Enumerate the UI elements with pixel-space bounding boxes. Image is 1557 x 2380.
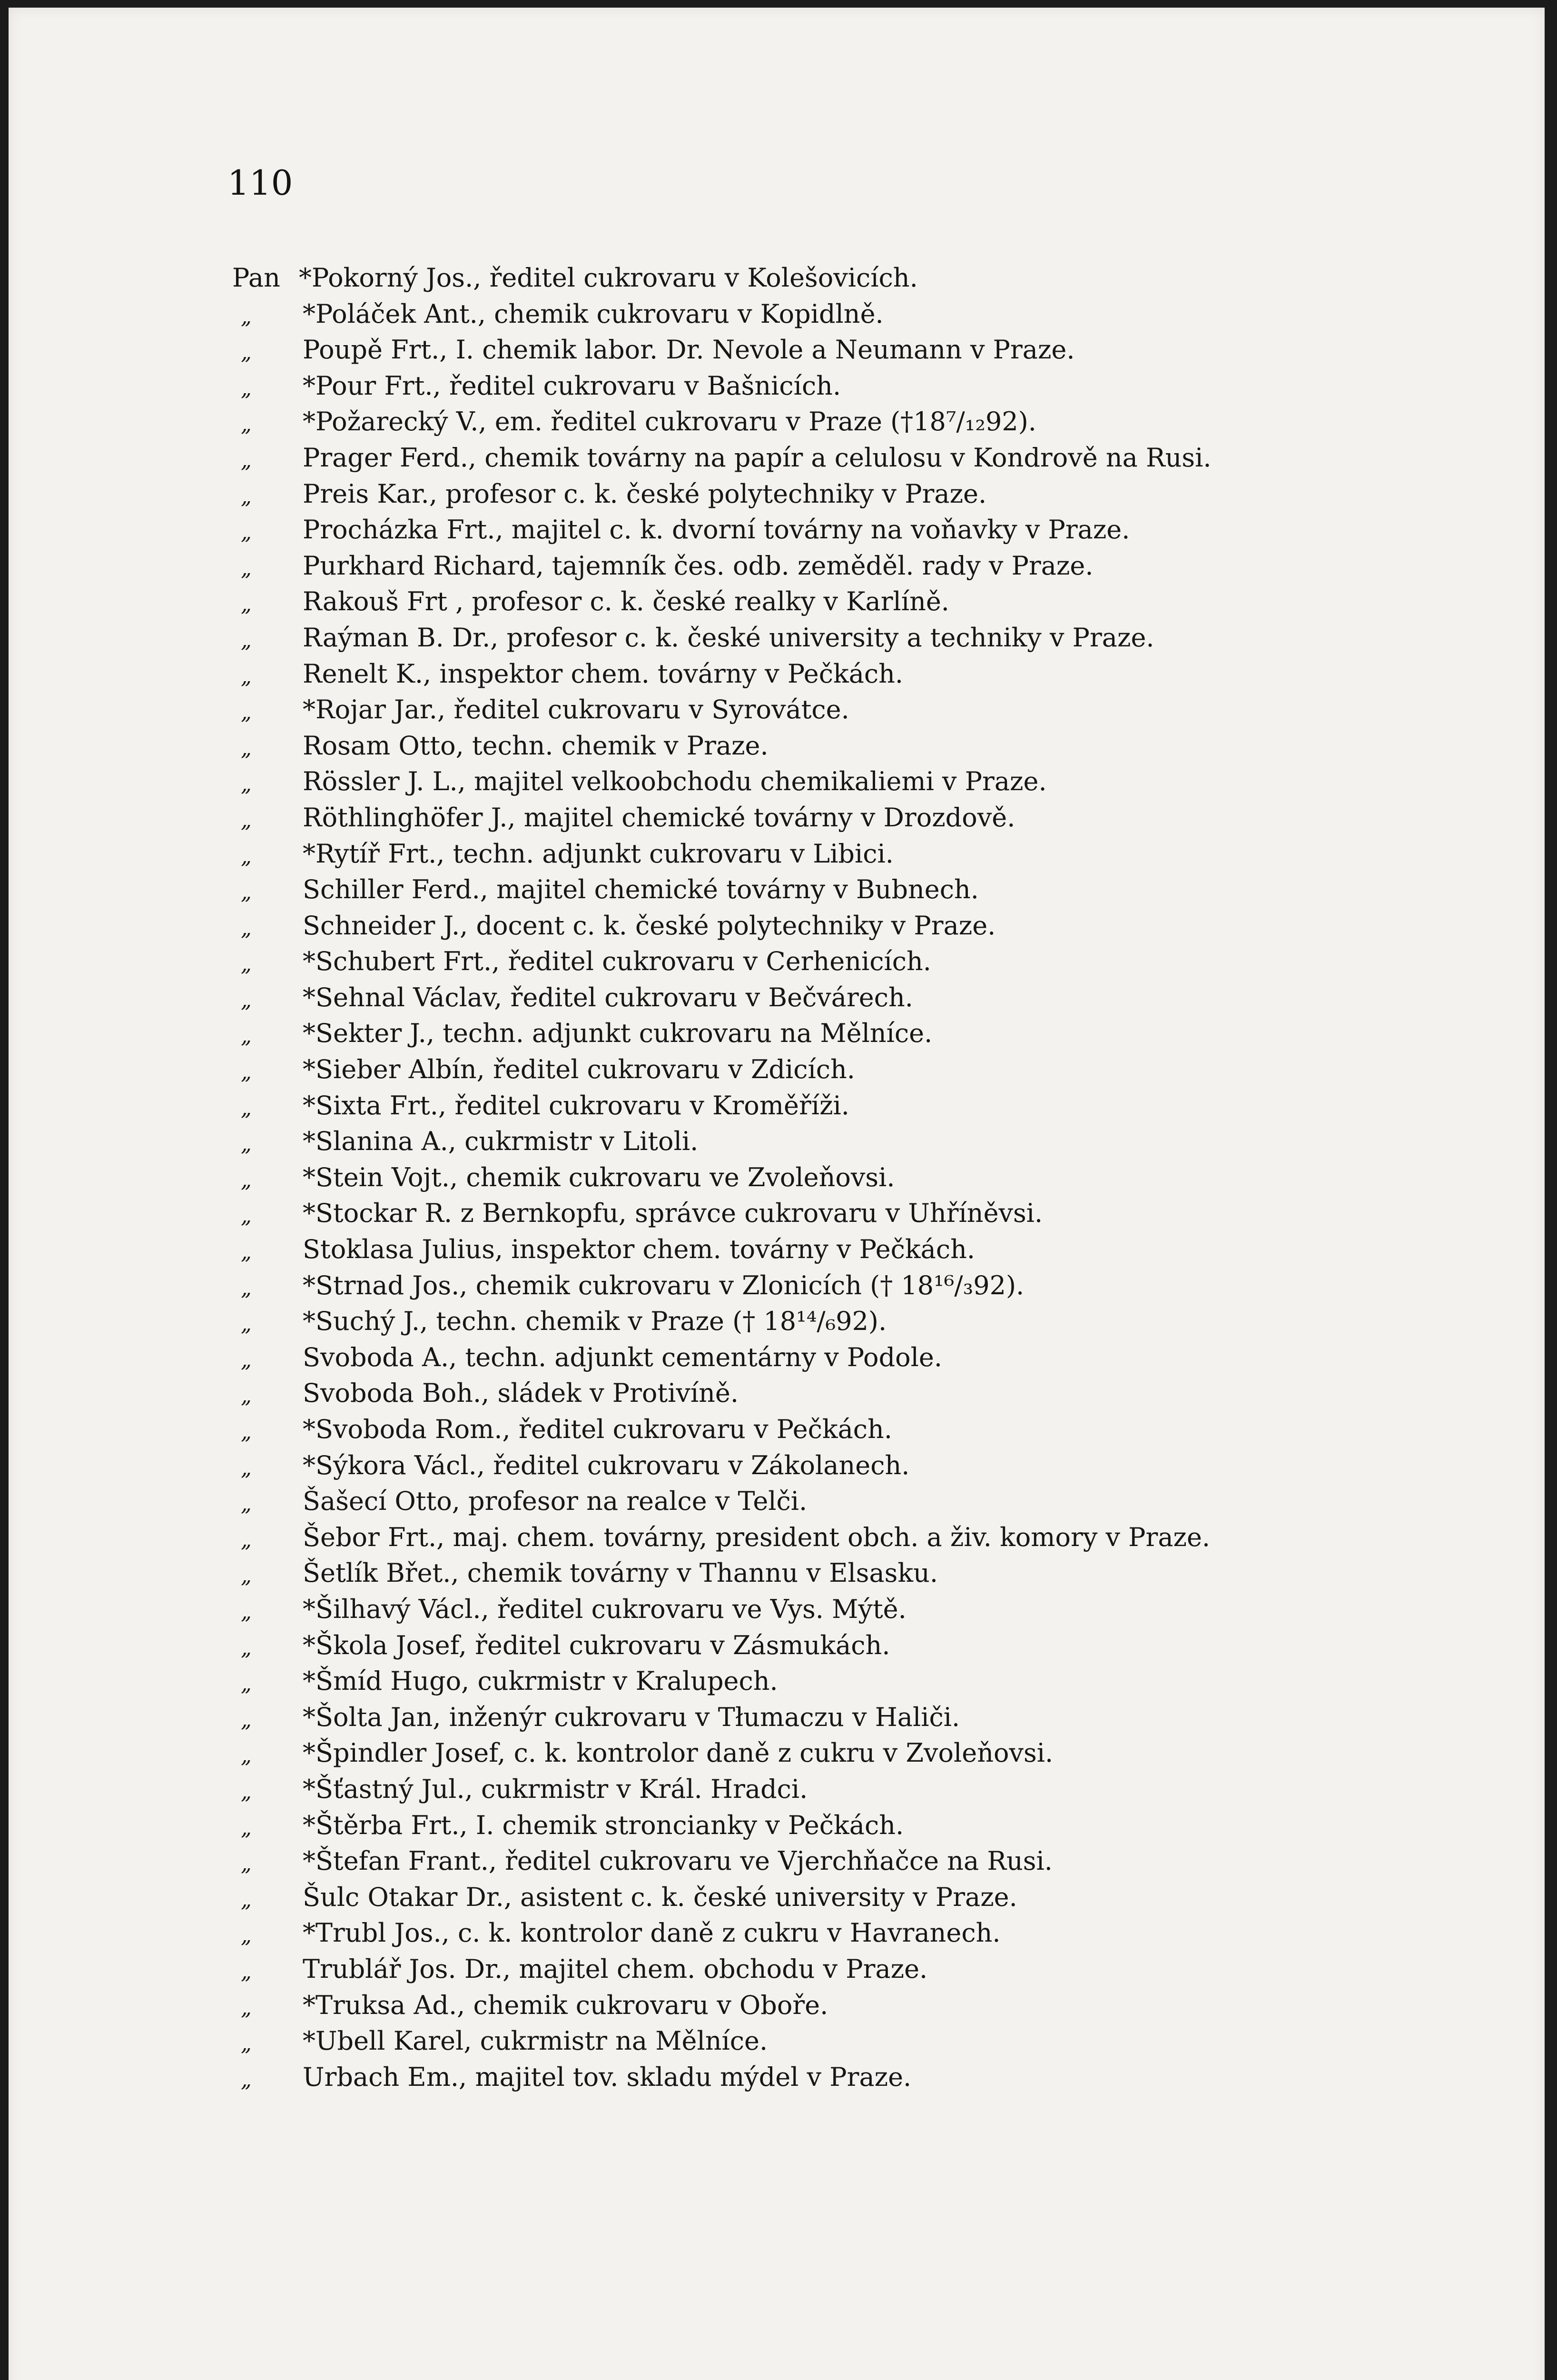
entry-text: *Sehnal Václav, ředitel cukrovaru v Bečvárech. <box>303 982 913 1012</box>
ditto-mark: „ <box>241 1420 252 1444</box>
ditto-mark: „ <box>241 1204 252 1229</box>
list-item <box>232 1555 1517 1591</box>
ditto-mark: „ <box>241 1527 252 1552</box>
ditto-mark: „ <box>241 1168 252 1192</box>
list-item <box>232 692 1517 728</box>
ditto-mark: „ <box>241 736 252 761</box>
entry-text: Rössler J. L., majitel velkoobchodu chemikaliemi v Praze. <box>303 766 1047 797</box>
entry-text: Poupě Frt., I. chemik labor. Dr. Nevole a Neumann v Praze. <box>303 335 1075 365</box>
ditto-mark: „ <box>241 1096 252 1121</box>
ditto-mark: „ <box>241 1384 252 1408</box>
entry-text: *Svoboda Rom., ředitel cukrovaru v Pečkách. <box>303 1414 892 1444</box>
list-item <box>232 620 1517 656</box>
entry-text: *Rytíř Frt., techn. adjunkt cukrovaru v Libici. <box>303 838 894 869</box>
ditto-mark: „ <box>241 1815 252 1840</box>
entry-text: *Sýkora Václ., ředitel cukrovaru v Zákolanech. <box>303 1450 910 1480</box>
ditto-mark: „ <box>241 844 252 869</box>
list-item <box>232 1483 1517 1519</box>
ditto-mark: „ <box>241 1276 252 1300</box>
entry-text: *Rojar Jar., ředitel cukrovaru v Syrovátce. <box>303 694 849 725</box>
ditto-mark: „ <box>241 1492 252 1517</box>
list-item <box>232 296 1517 332</box>
list-item <box>232 836 1517 872</box>
ditto-mark: „ <box>241 304 252 329</box>
list-item <box>232 1195 1517 1231</box>
entry-text: *Požarecký V., em. ředitel cukrovaru v Praze (†18⁷/₁₂92). <box>303 407 1036 437</box>
ditto-mark: „ <box>241 484 252 509</box>
ditto-mark: „ <box>241 772 252 797</box>
entry-text: Trublář Jos. Dr., majitel chem. obchodu v Praze. <box>303 1954 928 1984</box>
list-item <box>232 1987 1517 2023</box>
ditto-mark: „ <box>241 1995 252 2020</box>
ditto-mark: „ <box>241 1779 252 1804</box>
ditto-mark: „ <box>241 340 252 365</box>
ditto-mark: „ <box>241 1924 252 1948</box>
ditto-mark: „ <box>241 952 252 977</box>
list-item <box>232 1303 1517 1339</box>
list-item <box>232 1123 1517 1160</box>
ditto-mark: „ <box>241 880 252 905</box>
list-item <box>232 1375 1517 1411</box>
ditto-mark: „ <box>241 700 252 725</box>
list-item <box>232 440 1517 476</box>
list-item <box>232 2059 1517 2095</box>
salutation: Pan <box>232 263 280 293</box>
entry-text: *Šmíd Hugo, cukrmistr v Kralupech. <box>303 1666 778 1696</box>
list-item <box>232 476 1517 512</box>
list-item <box>232 368 1517 404</box>
ditto-mark: „ <box>241 376 252 401</box>
list-item <box>232 1771 1517 1807</box>
list-item <box>232 1879 1517 1915</box>
entry-text: *Trubl Jos., c. k. kontrolor daně z cukru v Havranech. <box>303 1918 1001 1948</box>
ditto-mark: „ <box>241 1312 252 1337</box>
list-item <box>232 1051 1517 1088</box>
ditto-mark: „ <box>241 1599 252 1624</box>
ditto-mark: „ <box>241 2067 252 2092</box>
book-page <box>9 8 1545 2380</box>
entry-text: *Škola Josef, ředitel cukrovaru v Zásmukách. <box>303 1630 890 1660</box>
list-item <box>232 512 1517 548</box>
ditto-mark: „ <box>241 1456 252 1480</box>
list-item <box>232 548 1517 584</box>
ditto-mark: „ <box>241 1024 252 1049</box>
entry-text: Svoboda A., techn. adjunkt cementárny v Podole. <box>303 1342 943 1372</box>
entry-text: Urbach Em., majitel tov. skladu mýdel v Praze. <box>303 2062 912 2092</box>
ditto-mark: „ <box>241 916 252 941</box>
entry-text: *Stein Vojt., chemik cukrovaru ve Zvoleňovsi. <box>303 1162 895 1192</box>
entry-text: *Šilhavý Václ., ředitel cukrovaru ve Vys. Mýtě. <box>303 1594 907 1624</box>
list-item <box>232 260 1517 296</box>
list-item <box>232 943 1517 980</box>
entry-text: *Stockar R. z Bernkopfu, správce cukrovaru v Uhříněvsi. <box>303 1198 1043 1229</box>
ditto-mark: „ <box>241 1744 252 1768</box>
entry-text: *Sixta Frt., ředitel cukrovaru v Kroměříži. <box>303 1090 849 1121</box>
entry-text: Renelt K., inspektor chem. továrny v Pečkách. <box>303 658 904 689</box>
list-item <box>232 1627 1517 1664</box>
list-item <box>232 1519 1517 1556</box>
entry-text: Preis Kar., profesor c. k. české polytechniky v Praze. <box>303 478 987 509</box>
list-item <box>232 764 1517 800</box>
ditto-mark: „ <box>241 2032 252 2056</box>
ditto-mark: „ <box>241 1887 252 1912</box>
entry-text: *Pokorný Jos., ředitel cukrovaru v Kolešovicích. <box>299 263 918 293</box>
ditto-mark: „ <box>241 1132 252 1157</box>
list-item <box>232 1411 1517 1448</box>
entry-text: *Strnad Jos., chemik cukrovaru v Zlonicích († 18¹⁶/₃92). <box>303 1270 1025 1300</box>
list-item <box>232 1843 1517 1879</box>
list-item <box>232 872 1517 908</box>
entry-text: Schneider J., docent c. k. české polytechniky v Praze. <box>303 910 996 941</box>
list-item <box>232 1951 1517 1987</box>
entry-text: Rakouš Frt , profesor c. k. české realky v Karlíně. <box>303 586 949 617</box>
list-item <box>232 980 1517 1016</box>
entry-text: *Štefan Frant., ředitel cukrovaru ve Vjerchňačce na Rusi. <box>303 1846 1053 1876</box>
list-item <box>232 1915 1517 1951</box>
list-item <box>232 1663 1517 1699</box>
entry-text: Stoklasa Julius, inspektor chem. továrny v Pečkách. <box>303 1234 976 1265</box>
entry-text: *Šťastný Jul., cukrmistr v Král. Hradci. <box>303 1774 808 1804</box>
list-item <box>232 1339 1517 1376</box>
ditto-mark: „ <box>241 1636 252 1660</box>
entry-text: Šašecí Otto, profesor na realce v Telči. <box>303 1486 808 1517</box>
ditto-mark: „ <box>241 1852 252 1876</box>
entry-text: Prager Ferd., chemik továrny na papír a celulosu v Kondrově na Rusi. <box>303 442 1212 473</box>
list-item <box>232 1448 1517 1484</box>
entry-text: *Šolta Jan, inženýr cukrovaru v Tłumaczu v Haliči. <box>303 1702 960 1732</box>
ditto-mark: „ <box>241 1959 252 1984</box>
entry-text: *Truksa Ad., chemik cukrovaru v Oboře. <box>303 1990 828 2020</box>
list-item <box>232 584 1517 620</box>
ditto-mark: „ <box>241 520 252 545</box>
list-item <box>232 800 1517 836</box>
ditto-mark: „ <box>241 556 252 581</box>
ditto-mark: „ <box>241 412 252 437</box>
list-item <box>232 656 1517 692</box>
ditto-mark: „ <box>241 1564 252 1588</box>
entry-text: *Sieber Albín, ředitel cukrovaru v Zdicích. <box>303 1054 855 1085</box>
list-item <box>232 2023 1517 2059</box>
entry-text: *Slanina A., cukrmistr v Litoli. <box>303 1126 699 1157</box>
entry-text: *Sekter J., techn. adjunkt cukrovaru na Mělníce. <box>303 1018 933 1049</box>
entry-text: Raýman B. Dr., profesor c. k. české university a techniky v Praze. <box>303 622 1154 653</box>
entry-text: Procházka Frt., majitel c. k. dvorní továrny na voňavky v Praze. <box>303 515 1130 545</box>
list-item <box>232 1735 1517 1771</box>
ditto-mark: „ <box>241 1348 252 1372</box>
list-item <box>232 1807 1517 1844</box>
ditto-mark: „ <box>241 592 252 617</box>
ditto-mark: „ <box>241 808 252 833</box>
list-item <box>232 1088 1517 1124</box>
ditto-mark: „ <box>241 1240 252 1265</box>
list-item <box>232 1268 1517 1304</box>
ditto-mark: „ <box>241 1060 252 1085</box>
list-item <box>232 1699 1517 1735</box>
entry-text: *Schubert Frt., ředitel cukrovaru v Cerhenicích. <box>303 946 931 977</box>
list-item <box>232 728 1517 764</box>
entry-text: Šulc Otakar Dr., asistent c. k. české university v Praze. <box>303 1882 1017 1912</box>
entry-text: Svoboda Boh., sládek v Protivíně. <box>303 1378 739 1408</box>
entry-text: *Suchý J., techn. chemik v Praze († 18¹⁴/₆92). <box>303 1306 887 1337</box>
entry-text: *Ubell Karel, cukrmistr na Mělníce. <box>303 2026 768 2056</box>
entry-text: *Špindler Josef, c. k. kontrolor daně z cukru v Zvoleňovsi. <box>303 1738 1054 1768</box>
list-item <box>232 1591 1517 1627</box>
ditto-mark: „ <box>241 664 252 689</box>
entry-text: Rosam Otto, techn. chemik v Praze. <box>303 730 769 761</box>
entry-text: Schiller Ferd., majitel chemické továrny v Bubnech. <box>303 874 979 905</box>
list-item <box>232 908 1517 944</box>
entry-text: Purkhard Richard, tajemník čes. odb. zeměděl. rady v Praze. <box>303 550 1094 581</box>
entry-text: *Poláček Ant., chemik cukrovaru v Kopidlně. <box>303 298 884 329</box>
entry-text: Šetlík Břet., chemik továrny v Thannu v Elsasku. <box>303 1558 938 1588</box>
entry-text: *Štěrba Frt., I. chemik stroncianky v Pečkách. <box>303 1810 904 1840</box>
ditto-mark: „ <box>241 628 252 653</box>
list-item <box>232 1231 1517 1268</box>
list-item <box>232 1160 1517 1196</box>
entry-text: Šebor Frt., maj. chem. továrny, president obch. a živ. komory v Praze. <box>303 1522 1211 1552</box>
ditto-mark: „ <box>241 988 252 1012</box>
member-list <box>232 260 1517 2095</box>
list-item <box>232 1015 1517 1051</box>
entry-text: Röthlinghöfer J., majitel chemické továrny v Drozdově. <box>303 802 1015 833</box>
ditto-mark: „ <box>241 1672 252 1696</box>
list-item <box>232 332 1517 368</box>
page-number: 110 <box>227 163 293 203</box>
ditto-mark: „ <box>241 1707 252 1732</box>
entry-text: *Pour Frt., ředitel cukrovaru v Bašnicích. <box>303 370 841 401</box>
list-item <box>232 404 1517 440</box>
ditto-mark: „ <box>241 448 252 473</box>
